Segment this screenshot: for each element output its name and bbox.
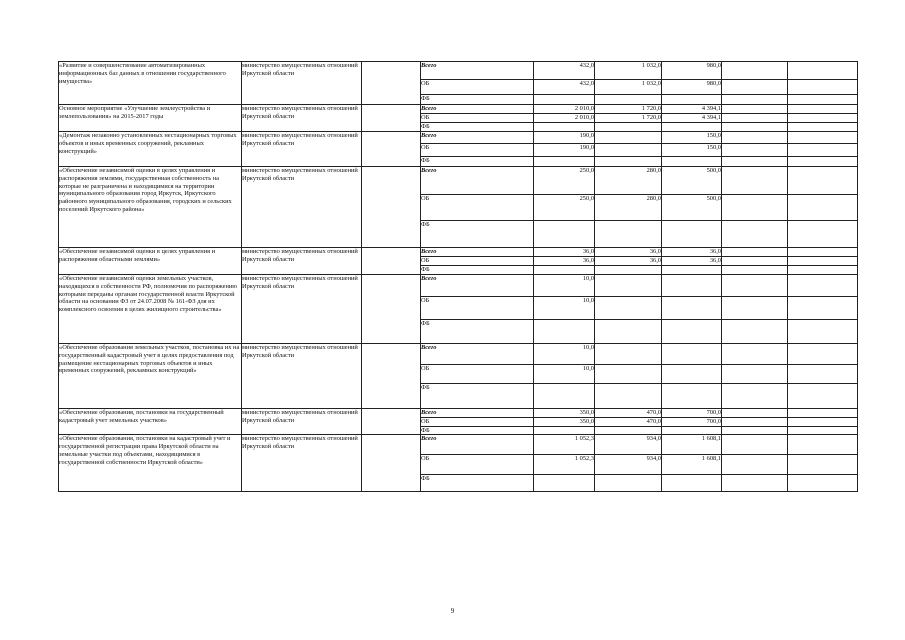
- empty-cell: [722, 95, 788, 105]
- empty-cell: [788, 195, 858, 221]
- funding-source-cell: ОБ: [421, 365, 534, 384]
- amount-cell: [595, 384, 662, 409]
- empty-cell: [362, 344, 421, 409]
- amount-cell: 980,0: [662, 62, 722, 80]
- amount-cell: [534, 475, 595, 492]
- funding-source-cell: ФБ: [421, 320, 534, 344]
- amount-cell: [534, 157, 595, 167]
- amount-cell: 4 394,1: [662, 105, 722, 114]
- amount-cell: 190,0: [534, 144, 595, 157]
- empty-cell: [788, 435, 858, 455]
- amount-cell: [662, 95, 722, 105]
- amount-cell: [662, 344, 722, 365]
- table-row: [59, 435, 858, 455]
- amount-cell: [662, 157, 722, 167]
- funding-source-cell: ОБ: [421, 455, 534, 475]
- amount-cell: 150,0: [662, 144, 722, 157]
- amount-cell: [595, 95, 662, 105]
- empty-cell: [722, 475, 788, 492]
- empty-cell: [362, 435, 421, 492]
- empty-cell: [722, 297, 788, 320]
- amount-cell: [662, 221, 722, 248]
- funding-source-cell: ОБ: [421, 144, 534, 157]
- funding-source-cell: ОБ: [421, 297, 534, 320]
- amount-cell: 700,0: [662, 417, 722, 426]
- empty-cell: [722, 144, 788, 157]
- executor-cell: министерство имущественных отношений Иркутской области: [242, 132, 362, 167]
- empty-cell: [722, 62, 788, 80]
- empty-cell: [788, 221, 858, 248]
- empty-cell: [722, 275, 788, 297]
- amount-cell: 150,0: [662, 132, 722, 144]
- amount-cell: 1 032,0: [595, 62, 662, 80]
- amount-cell: [662, 475, 722, 492]
- amount-cell: 1 608,1: [662, 455, 722, 475]
- funding-source-cell: ОБ: [421, 80, 534, 95]
- amount-cell: 700,0: [662, 409, 722, 418]
- empty-cell: [788, 132, 858, 144]
- amount-cell: [595, 297, 662, 320]
- table-row: [59, 132, 858, 144]
- executor-cell: министерство имущественных отношений Иркутской области: [242, 435, 362, 492]
- amount-cell: 1 052,3: [534, 455, 595, 475]
- amount-cell: [662, 266, 722, 275]
- budget-table: [58, 61, 858, 492]
- amount-cell: 934,0: [595, 435, 662, 455]
- empty-cell: [788, 344, 858, 365]
- funding-source-cell: Всего: [421, 248, 534, 257]
- empty-cell: [788, 123, 858, 132]
- empty-cell: [788, 62, 858, 80]
- empty-cell: [722, 426, 788, 435]
- funding-source-cell: ФБ: [421, 221, 534, 248]
- empty-cell: [788, 455, 858, 475]
- amount-cell: 36,0: [595, 257, 662, 266]
- empty-cell: [362, 167, 421, 248]
- amount-cell: [595, 426, 662, 435]
- empty-cell: [722, 114, 788, 123]
- funding-source-cell: Всего: [421, 105, 534, 114]
- funding-source-cell: Всего: [421, 62, 534, 80]
- amount-cell: [595, 266, 662, 275]
- amount-cell: [662, 275, 722, 297]
- amount-cell: 190,0: [534, 132, 595, 144]
- funding-source-cell: ФБ: [421, 475, 534, 492]
- activity-name-cell: «Демонтаж незаконно установленных нестационарных торговых объектов и иных временных сооружений, рекламных конструкций»: [59, 132, 242, 167]
- amount-cell: 1 032,0: [595, 80, 662, 95]
- activity-name-cell: «Обеспечение образования земельных участков, постановка их на государственный кадастровый учет в целях предоставления под размещение нестационарных торговых объектов и иных временных сооружений, рекламных конструкций»: [59, 344, 242, 409]
- activity-name-cell: Основное мероприятие «Улучшение землеустройства и землепользования» на 2015-2017 годы: [59, 105, 242, 132]
- amount-cell: 1 720,0: [595, 105, 662, 114]
- amount-cell: [534, 95, 595, 105]
- amount-cell: [595, 144, 662, 157]
- funding-source-cell: Всего: [421, 435, 534, 455]
- empty-cell: [788, 248, 858, 257]
- empty-cell: [722, 409, 788, 418]
- amount-cell: [595, 320, 662, 344]
- empty-cell: [362, 132, 421, 167]
- empty-cell: [722, 80, 788, 95]
- executor-cell: министерство имущественных отношений Иркутской области: [242, 275, 362, 344]
- funding-source-cell: Всего: [421, 275, 534, 297]
- empty-cell: [788, 80, 858, 95]
- empty-cell: [788, 275, 858, 297]
- amount-cell: [662, 297, 722, 320]
- amount-cell: 500,0: [662, 167, 722, 195]
- activity-name-cell: «Обеспечение независимой оценки в целях управления и распоряжения областными землями»: [59, 248, 242, 275]
- amount-cell: 470,0: [595, 417, 662, 426]
- empty-cell: [722, 157, 788, 167]
- empty-cell: [722, 320, 788, 344]
- page-number: 9: [450, 607, 455, 615]
- table-row: [59, 248, 858, 257]
- empty-cell: [788, 157, 858, 167]
- empty-cell: [722, 435, 788, 455]
- amount-cell: [534, 266, 595, 275]
- amount-cell: [662, 320, 722, 344]
- empty-cell: [788, 426, 858, 435]
- amount-cell: 470,0: [595, 409, 662, 418]
- funding-source-cell: ФБ: [421, 95, 534, 105]
- empty-cell: [722, 384, 788, 409]
- activity-name-cell: «Обеспечение независимой оценки в целях управления и распоряжения землями, государственная собственность на которые не разграничена и находящимися на территории муниципального образования город Иркутск, Иркутского районного муниципального образования, городских и сельских поселений Иркутского района»: [59, 167, 242, 248]
- amount-cell: 1 608,1: [662, 435, 722, 455]
- amount-cell: 10,0: [534, 297, 595, 320]
- empty-cell: [788, 384, 858, 409]
- amount-cell: 280,0: [595, 167, 662, 195]
- amount-cell: [595, 475, 662, 492]
- executor-cell: министерство имущественных отношений Иркутской области: [242, 62, 362, 105]
- empty-cell: [722, 195, 788, 221]
- empty-cell: [788, 297, 858, 320]
- empty-cell: [788, 95, 858, 105]
- amount-cell: 1 720,0: [595, 114, 662, 123]
- amount-cell: 350,0: [534, 417, 595, 426]
- amount-cell: 36,0: [595, 248, 662, 257]
- amount-cell: [595, 344, 662, 365]
- funding-source-cell: Всего: [421, 167, 534, 195]
- amount-cell: [662, 384, 722, 409]
- table-row: [59, 409, 858, 418]
- table-row: [59, 167, 858, 195]
- activity-name-cell: «Обеспечение независимой оценки земельных участков, находящихся в собственности РФ, полномочия по распоряжению которыми переданы органам государственной власти Иркутской области на основании ФЗ от 24.07.2008 № 161-ФЗ для их комплексного освоения в целях жилищного строительства»: [59, 275, 242, 344]
- amount-cell: 500,0: [662, 195, 722, 221]
- empty-cell: [362, 275, 421, 344]
- amount-cell: 36,0: [662, 248, 722, 257]
- amount-cell: 432,0: [534, 80, 595, 95]
- amount-cell: 2 010,0: [534, 114, 595, 123]
- amount-cell: [534, 384, 595, 409]
- empty-cell: [788, 167, 858, 195]
- executor-cell: министерство имущественных отношений Иркутской области: [242, 248, 362, 275]
- activity-name-cell: «Обеспечение образования, постановки на кадастровый учет и государственной регистрации права Иркутской области на земельные участки под объектами, находящимися в государственной собственности Иркутской области»: [59, 435, 242, 492]
- empty-cell: [788, 320, 858, 344]
- executor-cell: министерство имущественных отношений Иркутской области: [242, 167, 362, 248]
- empty-cell: [362, 105, 421, 132]
- activity-name-cell: «Развитие и совершенствование автоматизированных информационных баз данных в отношении государственного имущества»: [59, 62, 242, 105]
- empty-cell: [788, 105, 858, 114]
- executor-cell: министерство имущественных отношений Иркутской области: [242, 344, 362, 409]
- activity-name-cell: «Обеспечение образования, постановки на государственный кадастровый учет земельных участков»: [59, 409, 242, 435]
- amount-cell: 280,0: [595, 195, 662, 221]
- empty-cell: [788, 475, 858, 492]
- amount-cell: 2 010,0: [534, 105, 595, 114]
- empty-cell: [788, 409, 858, 418]
- empty-cell: [722, 257, 788, 266]
- table-row: [59, 105, 858, 114]
- empty-cell: [788, 417, 858, 426]
- empty-cell: [722, 248, 788, 257]
- amount-cell: 36,0: [534, 248, 595, 257]
- amount-cell: [534, 221, 595, 248]
- empty-cell: [722, 123, 788, 132]
- funding-source-cell: ОБ: [421, 257, 534, 266]
- empty-cell: [722, 455, 788, 475]
- funding-source-cell: ОБ: [421, 114, 534, 123]
- amount-cell: [595, 275, 662, 297]
- amount-cell: [534, 123, 595, 132]
- amount-cell: [595, 365, 662, 384]
- amount-cell: 250,0: [534, 195, 595, 221]
- empty-cell: [722, 266, 788, 275]
- amount-cell: [534, 320, 595, 344]
- amount-cell: 10,0: [534, 275, 595, 297]
- empty-cell: [722, 365, 788, 384]
- empty-cell: [722, 417, 788, 426]
- empty-cell: [362, 248, 421, 275]
- empty-cell: [788, 114, 858, 123]
- empty-cell: [362, 62, 421, 105]
- amount-cell: 350,0: [534, 409, 595, 418]
- table-row: [59, 62, 858, 80]
- empty-cell: [722, 344, 788, 365]
- amount-cell: 36,0: [534, 257, 595, 266]
- amount-cell: [595, 123, 662, 132]
- amount-cell: 36,0: [662, 257, 722, 266]
- empty-cell: [722, 105, 788, 114]
- empty-cell: [722, 167, 788, 195]
- funding-source-cell: ФБ: [421, 266, 534, 275]
- funding-source-cell: ФБ: [421, 123, 534, 132]
- funding-source-cell: ОБ: [421, 417, 534, 426]
- amount-cell: 1 052,3: [534, 435, 595, 455]
- funding-source-cell: Всего: [421, 132, 534, 144]
- funding-source-cell: Всего: [421, 409, 534, 418]
- amount-cell: [662, 426, 722, 435]
- amount-cell: 934,0: [595, 455, 662, 475]
- table-row: [59, 275, 858, 297]
- empty-cell: [788, 144, 858, 157]
- empty-cell: [788, 365, 858, 384]
- funding-source-cell: ОБ: [421, 195, 534, 221]
- funding-source-cell: ФБ: [421, 426, 534, 435]
- amount-cell: [662, 365, 722, 384]
- budget-table-body: [59, 62, 858, 492]
- table-row: [59, 344, 858, 365]
- executor-cell: министерство имущественных отношений Иркутской области: [242, 409, 362, 435]
- amount-cell: [534, 426, 595, 435]
- amount-cell: 432,0: [534, 62, 595, 80]
- amount-cell: [595, 132, 662, 144]
- amount-cell: 4 394,1: [662, 114, 722, 123]
- amount-cell: [595, 221, 662, 248]
- amount-cell: 10,0: [534, 344, 595, 365]
- empty-cell: [722, 132, 788, 144]
- funding-source-cell: Всего: [421, 344, 534, 365]
- amount-cell: 10,0: [534, 365, 595, 384]
- empty-cell: [788, 257, 858, 266]
- amount-cell: [595, 157, 662, 167]
- funding-source-cell: ФБ: [421, 384, 534, 409]
- funding-source-cell: ФБ: [421, 157, 534, 167]
- amount-cell: 250,0: [534, 167, 595, 195]
- empty-cell: [362, 409, 421, 435]
- empty-cell: [722, 221, 788, 248]
- amount-cell: [662, 123, 722, 132]
- executor-cell: министерство имущественных отношений Иркутской области: [242, 105, 362, 132]
- amount-cell: 980,0: [662, 80, 722, 95]
- empty-cell: [788, 266, 858, 275]
